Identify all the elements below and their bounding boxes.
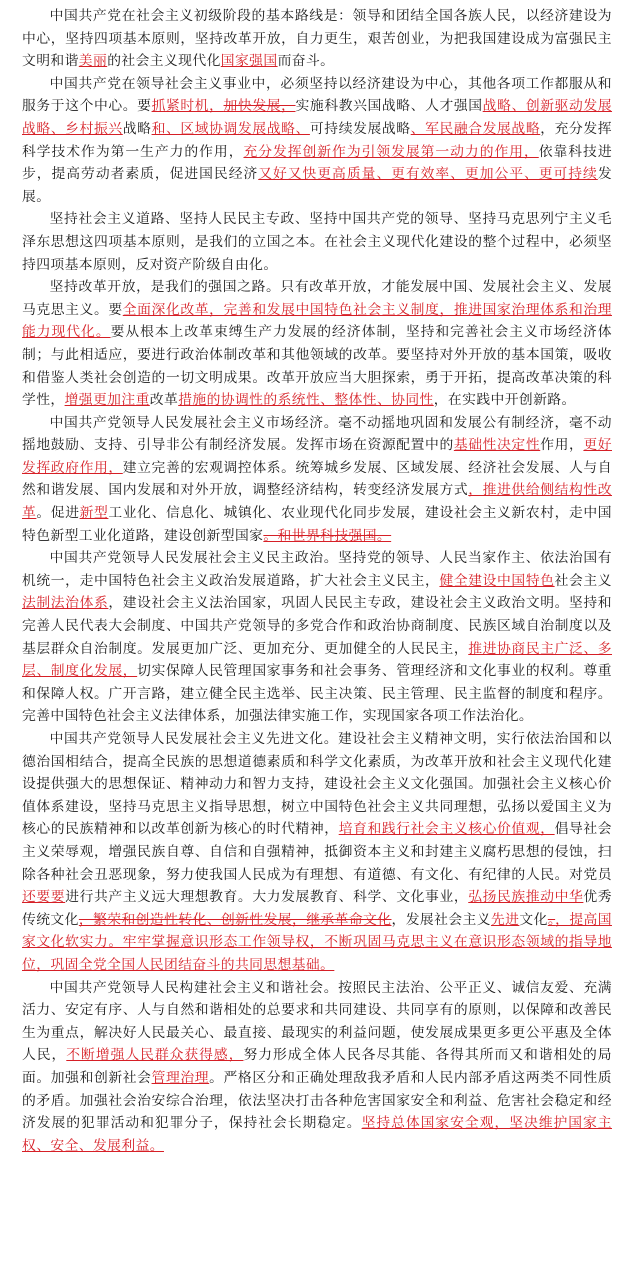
revision-insertion: 基础性决定性	[453, 437, 541, 454]
revision-insertion: 国家强国	[220, 53, 278, 70]
text-run: 中国共产党领导人民发展社会主义民主政治。坚持党的领导、人民当家作主、依法治国有机统一，走中国特色社会主义政治发展道路，扩大社会主义民主，	[22, 550, 612, 589]
text-run: ，建设社会主义法治国家，巩固人民民主专政，建设社会主义政治文明。坚持和完善人民代表大会制度、中国共产党领导的多党合作和政治协商制度、民族区域自治制度以及基层群众自治制度。发展更加广泛、更加充分、更加健全的人民民主，	[22, 595, 612, 657]
text-run: ，充分发挥科学技术作为第一生产力的作用，	[22, 120, 612, 160]
revision-insertion: 还要要	[22, 889, 66, 906]
text-run: 坚持社会主义道路、坚持人民民主专政、坚持中国共产党的领导、坚持马克思列宁主义毛泽东思想这四项基本原则，是我们的立国之本。在社会主义现代化建设的整个过程中，必须坚持四项基本原则，反对资产阶级自由化。	[22, 211, 612, 273]
paragraph	[22, 728, 612, 977]
revision-insertion: 全面深化改革，完善和发展中国特色社会主义制度，推进国家治理体系和治理能力现代化。	[22, 301, 612, 341]
revision-insertion: 健全建设中国特色	[439, 572, 555, 589]
text-run: ，发展社会主义	[391, 911, 491, 928]
revision-insertion: 新型	[79, 505, 109, 522]
text-run: 要从根本上改革束缚生产力发展的经济体制，坚持和完善社会主义市场经济体制；与此相适应，要进行政治体制改革和其他领域的改革。要坚持对外开放的基本国策，吸收和借鉴人类社会创造的一切文明成果。改革开放应当大胆探索，勇于开拓，提高改革决策的科学性，	[22, 324, 612, 409]
text-run: 进行共产主义远大理想教育。大力发展教育、科学、文化事业，	[65, 889, 469, 906]
paragraph	[22, 977, 612, 1158]
revision-insertion: 充分发挥创新作为引领发展第一动力的作用，	[243, 143, 539, 160]
text-run: 中国共产党领导人民发展社会主义市场经济。毫不动摇地巩固和发展公有制经济，毫不动摇地鼓励、支持、引导非公有制经济发展。发挥市场在资源配置中的	[22, 414, 612, 454]
revision-deletion: 。和世界科技强国。	[263, 527, 392, 544]
revision-insertion: 措施的协调性的系统性、整体性、协同性	[178, 392, 434, 409]
text-run: 发展。	[22, 166, 613, 205]
text-run: 中国共产党在社会主义初级阶段的基本路线是：领导和团结全国各族人民，以经济建设为中心，坚持四项基本原则，坚持改革开放，自力更生，艰苦创业，为把我国建设成为富强民主文明和谐	[22, 8, 612, 70]
revision-insertion: 更好发挥政府作用，	[22, 437, 612, 476]
text-run: 社会主义	[554, 572, 612, 589]
revision-deletion: 。	[547, 911, 556, 928]
revision-insertion: 法制法治体系	[22, 595, 109, 612]
text-run: 优秀传统文化	[22, 889, 612, 928]
text-run: 中国共产党在领导社会主义事业中，必须坚持以经济建设为中心，其他各项工作都服从和服务于这个中心。要	[22, 75, 612, 115]
revision-insertion: ，推进供给侧结构性改革	[22, 482, 613, 522]
paragraph	[22, 5, 612, 73]
revision-deletion: ，繁荣和创造性转化、创新性发展，继承革命文化	[78, 911, 392, 928]
text-run: 努力形成全体人民各尽其能、各得其所而又和谐相处的局面。加强和创新社会	[22, 1047, 612, 1086]
revision-insertion: 增强更加注重	[64, 392, 150, 409]
paragraph	[22, 276, 612, 412]
paragraph	[22, 73, 612, 209]
revision-insertion: 不断增强人民群众获得感，	[66, 1047, 244, 1064]
revision-insertion: 战略、创新驱动发展战略、乡村振兴	[22, 98, 613, 137]
text-run: 可持续发展战略	[309, 120, 411, 137]
revision-insertion: 又好又快更高质量、更有效率、更加公平、更可持续	[258, 166, 598, 183]
text-run: 坚持改革开放，是我们的强国之路。只有改革开放，才能发展中国、发展社会主义、发展马克思主义。要	[22, 279, 612, 318]
revision-insertion: 坚持总体国家安全观，坚决维护国家主权、安全、发展利益。	[22, 1115, 612, 1154]
text-run: 战略	[122, 120, 152, 137]
text-run: 的社会主义现代化	[107, 53, 221, 70]
text-run: 中国共产党领导人民构建社会主义和谐社会。按照民主法治、公平正义、诚信友爱、充满活力、安定有序、人与自然和谐相处的总要求和共同建设、共同享有的原则，以保障和改善民生为重点，解决好人民最关心、最直接、最现实的利益问题，使发展成果更多更公平惠及全体人民，	[22, 979, 612, 1064]
revision-insertion: 培育和践行社会主义核心价值观，	[338, 821, 555, 838]
text-run: ，在实践中开创新路。	[433, 392, 576, 409]
paragraph	[22, 208, 612, 276]
text-run: 依靠科技进步，提高劳动者素质，促进国民经济	[22, 143, 613, 183]
revision-insertion: 抓紧时机，	[151, 98, 224, 115]
revision-insertion: 和、区域协调发展战略、	[151, 120, 310, 137]
text-run: 而奋斗。	[277, 53, 335, 70]
revision-deletion: 加快发展，	[223, 98, 296, 115]
text-run: 切实保障人民管理国家事务和社会事务、管理经济和文化事业的权利。尊重和保障人权。广开言路，建立健全民主选举、民主决策、民主管理、民主监督的制度和程序。完善中国特色社会主义法律体系，加强法律实施工作，实现国家各项工作法治化。	[22, 663, 613, 725]
text-run: 实施科教兴国战略、人才强国	[295, 98, 483, 115]
text-run: 作用，	[540, 437, 584, 454]
text-run: 倡导社会主义荣辱观，增强民族自尊、自信和自强精神，抵御资本主义和封建主义腐朽思想的侵蚀，扫除各种社会丑恶现象，努力使我国人民成为有理想、有道德、有文化、有纪律的人民。对党员	[22, 821, 612, 883]
revision-insertion: 美丽	[78, 53, 108, 70]
revision-insertion: 管理治理	[151, 1069, 210, 1086]
revision-insertion: 弘扬民族推动中华	[468, 889, 584, 906]
text-run: 建立完善的宏观调控体系。统筹城乡发展、区域发展、经济社会发展、人与自然和谐发展、国内发展和对外开放，调整经济结构，转变经济发展方式	[22, 459, 612, 499]
revision-insertion: 先进	[490, 911, 520, 928]
text-run: 改革	[149, 392, 179, 409]
revision-insertion: 、军民融合发展战略	[410, 120, 541, 137]
text-run: 文化	[519, 911, 548, 928]
text-run: 。严格区分和正确处理敌我矛盾和人民内部矛盾这两类不同性质的矛盾。加强社会治安综合治理，依法坚决打击各种危害国家安全和利益、危害社会稳定和经济发展的犯罪活动和犯罪分子，保持社会长期稳定。	[22, 1069, 612, 1132]
text-run: 中国共产党领导人民发展社会主义先进文化。建设社会主义精神文明，实行依法治国和以德治国相结合，提高全民族的思想道德素质和科学文化素质，为改革开放和社会主义现代化建设提供强大的思想保证、精神动力和智力支持，建设社会主义文化强国。加强社会主义核心价值体系建设，坚持马克思主义指导思想，树立中国特色社会主义共同理想，弘扬以爱国主义为核心的民族精神和以改革创新为核心的时代精神，	[22, 731, 612, 838]
revision-insertion: ，提高国家文化软实力。牢牢掌握意识形态工作领导权，不断巩固马克思主义在意识形态领域的指导地位，巩固全党全国人民团结奋斗的共同思想基础。	[22, 911, 612, 973]
text-run: 。促进	[36, 505, 80, 522]
text-run: 工业化、信息化、城镇化、农业现代化同步发展，建设社会主义新农村，走中国特色新型工业化道路，建设创新型国家	[22, 505, 612, 544]
revision-insertion: 推进协商民主广泛、多层、制度化发展，	[22, 640, 613, 680]
paragraph	[22, 412, 612, 548]
paragraph	[22, 547, 612, 728]
